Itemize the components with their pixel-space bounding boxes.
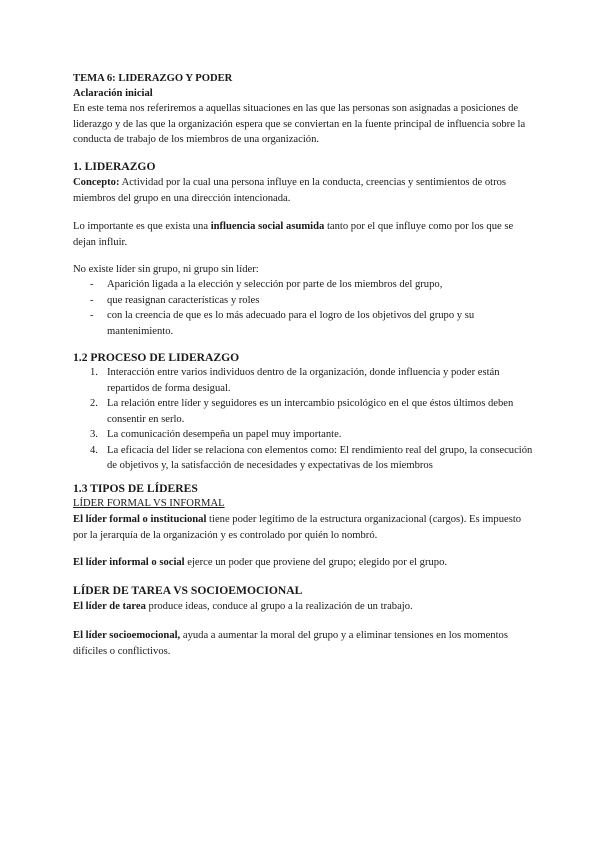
- list-item-text: con la creencia de que es lo más adecuado para el logro de los objetivos del grupo y su mantenimiento.: [107, 310, 475, 337]
- informal-leader-paragraph: [73, 555, 533, 571]
- important-text-start: Lo importante es que exista una: [73, 221, 211, 232]
- concept-text: Actividad por la cual una persona influye en la conducta, creencias y sentimientos de otros miembros del grupo en una dirección intencionada.: [73, 177, 507, 204]
- list-item-text: que reasignan características y roles: [107, 294, 260, 306]
- process-numbered-list: [73, 365, 533, 474]
- intro-paragraph: En este tema nos referiremos a aquellas situaciones en las que las personas son asignadas a posiciones de liderazgo y de las que la organización espera que se conviertan en la fuente principal de influencia sobre la conducta de trabajo de los miembros de una organización.: [73, 103, 526, 145]
- task-leader-paragraph: [73, 599, 533, 615]
- formal-leader-text: tiene poder legítimo de la estructura organizacional (cargos). Es impuesto por la jerarquía de la organización y es controlado por quién lo nombró.: [73, 514, 522, 541]
- task-socio-heading: LÍDER DE TAREA VS SOCIOEMOCIONAL: [73, 584, 303, 597]
- list-number: 4.: [90, 444, 98, 456]
- list-item-text: La relación entre líder y seguidores es un intercambio psicológico en el que éstos últimos deben consentir en serlo.: [107, 398, 514, 425]
- list-number: 1.: [90, 367, 98, 378]
- list-item: [73, 443, 533, 474]
- list-item: [73, 427, 533, 443]
- list-item-text: La eficacia del líder se relaciona con elementos como: El rendimiento real del grupo, la consecución de objetivos y, la satisfacción de necesidades y expectativas de los miembros: [107, 444, 533, 471]
- informal-leader-text: ejerce un poder que proviene del grupo; elegido por el grupo.: [184, 557, 448, 568]
- no-group-line: No existe líder sin grupo, ni grupo sin líder:: [73, 264, 259, 275]
- list-item: [73, 396, 533, 427]
- list-item: - Aparición ligada a la elección y selección por parte de los miembros del grupo,: [90, 279, 443, 290]
- list-item-text: Aparición ligada a la elección y selección por parte de los miembros del grupo,: [107, 279, 443, 290]
- important-bold: influencia social asumida: [210, 221, 325, 232]
- list-item: - con la creencia de que es lo más adecuado para el logro de los objetivos del grupo y su mantenimiento.: [90, 310, 475, 337]
- formal-leader-bold: El líder formal o institucional: [73, 514, 207, 525]
- task-leader-bold: El líder de tarea: [73, 601, 146, 612]
- socio-leader-bold: El líder socioemocional,: [73, 630, 181, 641]
- formal-informal-subheading: LÍDER FORMAL VS INFORMAL: [73, 498, 225, 509]
- formal-leader-paragraph: [73, 512, 533, 543]
- list-item: [73, 365, 533, 396]
- section-1-3-heading: 1.3 TIPOS DE LÍDERES: [73, 482, 198, 495]
- intro-heading: Aclaración inicial: [73, 88, 153, 99]
- list-item-text: Interacción entre varios individuos dentro de la organización, donde influencia y poder están repartidos de forma desigual.: [107, 367, 500, 394]
- list-number: 2.: [90, 398, 98, 409]
- list-item: - que reasignan características y roles: [90, 294, 260, 306]
- concept-label: Concepto:: [73, 177, 120, 188]
- important-text-end: tanto por el que influye como por los que se dejan influir.: [73, 221, 514, 248]
- list-item-text: La comunicación desempeña un papel muy importante.: [107, 429, 342, 440]
- important-paragraph: [73, 219, 533, 250]
- socio-leader-paragraph: [73, 628, 533, 659]
- informal-leader-bold: El líder informal o social: [73, 557, 185, 568]
- document-title: TEMA 6: LIDERAZGO Y PODER: [73, 73, 233, 84]
- socio-leader-text: ayuda a aumentar la moral del grupo y a eliminar tensiones en los momentos difíciles o conflictivos.: [73, 630, 508, 657]
- list-number: 3.: [90, 429, 98, 440]
- section-1-2-heading: 1.2 PROCESO DE LIDERAZGO: [73, 351, 240, 364]
- leader-bullet-list: [73, 277, 533, 339]
- task-leader-text: produce ideas, conduce al grupo a la realización de un trabajo.: [145, 601, 413, 612]
- section-1-heading: 1. LIDERAZGO: [73, 160, 156, 173]
- concept-paragraph: [73, 175, 533, 206]
